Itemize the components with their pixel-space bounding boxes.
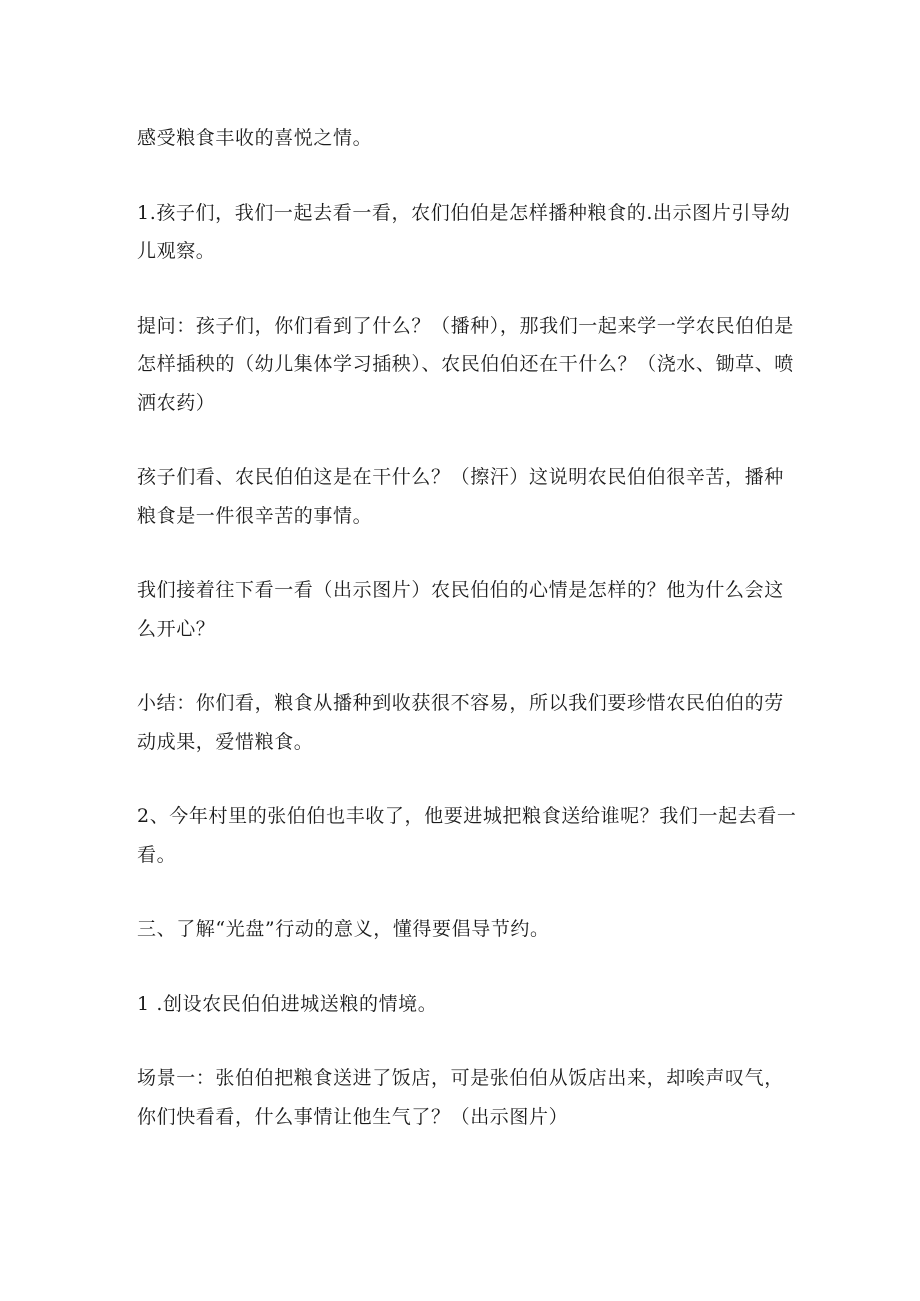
paragraph: 感受粮食丰收的喜悦之情。 — [137, 127, 373, 149]
paragraph: 1 .创设农民伯伯进城送粮的情境。 — [137, 992, 438, 1015]
paragraph: 提问：孩子们，你们看到了什么？（播种），那我们一起来学一学农民伯伯是怎样插秧的（幼儿集体学习插秧）、农民伯伯还在干什么？（浇水、锄草、喷洒农药） — [137, 314, 794, 414]
paragraph: 孩子们看、农民伯伯这是在干什么？（擦汗）这说明农民伯伯很辛苦，播种粮食是一件很辛苦的事情。 — [137, 466, 784, 527]
paragraph: 场景一：张伯伯把粮食送进了饭店，可是张伯伯从饭店出来，却唉声叹气，你们快看看，什么事情让他生气了？（出示图片） — [137, 1067, 784, 1128]
paragraph: 我们接着往下看一看（出示图片）农民伯伯的心情是怎样的？他为什么会这么开心？ — [137, 579, 784, 640]
section-heading: 三、了解“光盘”行动的意义，懂得要倡导节约。 — [137, 918, 550, 940]
paragraph: 2、今年村里的张伯伯也丰收了，他要进城把粮食送给谁呢？我们一起去看一看。 — [137, 805, 797, 866]
paragraph: 1.孩子们，我们一起去看一看，农们伯伯是怎样播种粮食的.出示图片引导幼儿观察。 — [137, 201, 791, 262]
document-body — [137, 119, 797, 1136]
paragraph: 小结：你们看，粮食从播种到收获很不容易，所以我们要珍惜农民伯伯的劳动成果，爱惜粮食。 — [137, 692, 784, 753]
